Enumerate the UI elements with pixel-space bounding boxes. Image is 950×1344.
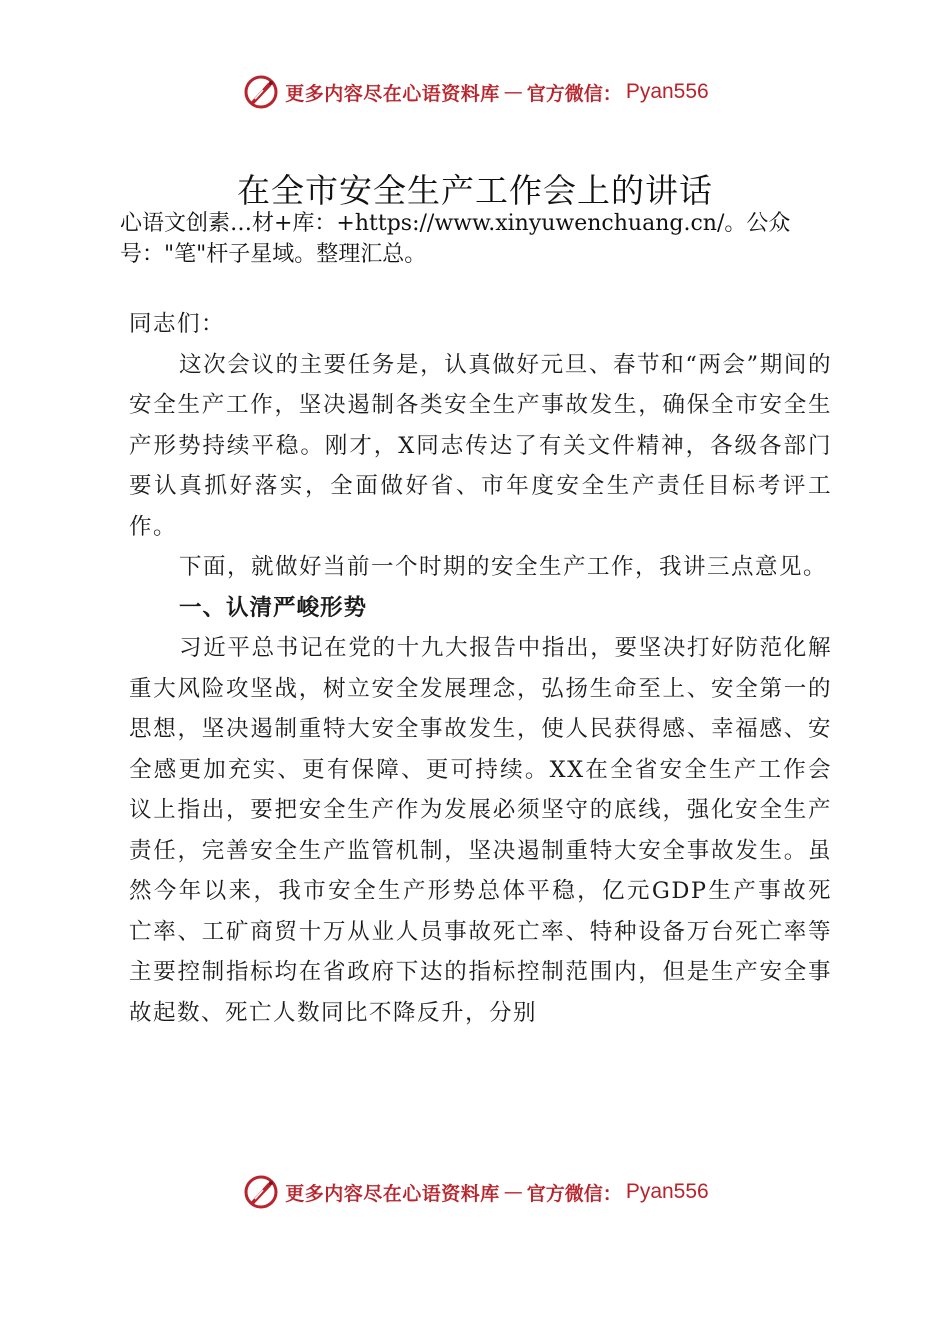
banner-wechat-id: Pyan556	[625, 1180, 709, 1203]
document-title: 在全市安全生产工作会上的讲话	[237, 171, 713, 210]
footer-banner	[0, 1170, 950, 1214]
banner-separator: —	[503, 81, 523, 103]
body-paragraph: 下面，就做好当前一个时期的安全生产工作，我讲三点意见。	[179, 554, 828, 580]
body-paragraph: 这次会议的主要任务是，认真做好元旦、春节和“两会”期间的安全生产工作，坚决遏制各类安全生产事故发生，确保全市安全生产形势持续平稳。刚才，X同志传达了有关文件精神，各级各部门要认真抓好落实，全面做好省、市年度安全生产责任目标考评工作。	[129, 351, 832, 540]
quill-pen-icon	[241, 1172, 281, 1212]
banner-wechat-id: Pyan556	[625, 80, 709, 103]
salutation: 同志们：	[129, 311, 226, 337]
banner-separator: —	[503, 1181, 523, 1203]
banner-brand-text: 更多内容尽在心语资料库	[285, 82, 500, 105]
section-paragraph: 习近平总书记在党的十九大报告中指出，要坚决打好防范化解重大风险攻坚战，树立安全发展理念，弘扬生命至上、安全第一的思想，坚决遏制重特大安全事故发生，使人民获得感、幸福感、安全感更加充实、更有保障、更可持续。XX在全省安全生产工作会议上指出，要把安全生产作为发展必须坚守的底线，强化安全生产责任，完善安全生产监管机制，坚决遏制重特大安全事故发生。虽然今年以来，我市安全生产形势总体平稳，亿元GDP生产事故死亡率、工矿商贸十万从业人员事故死亡率、特种设备万台死亡率等主要控制指标均在省政府下达的指标控制范围内，但是生产安全事故起数、死亡人数同比不降反升，分别	[129, 635, 832, 1026]
banner-wechat-label: 官方微信：	[526, 82, 622, 105]
banner-brand-text: 更多内容尽在心语资料库	[285, 1182, 500, 1205]
section-heading: 一、认清严峻形势	[179, 594, 368, 621]
header-banner	[0, 70, 950, 114]
quill-pen-icon	[241, 72, 281, 112]
source-note: 心语文创素…材+库：+https://www.xinyuwenchuang.cn/。公众号："笔"杆子星域。整理汇总。	[120, 211, 791, 267]
document-body	[129, 304, 832, 1033]
banner-wechat-label: 官方微信：	[526, 1182, 622, 1205]
